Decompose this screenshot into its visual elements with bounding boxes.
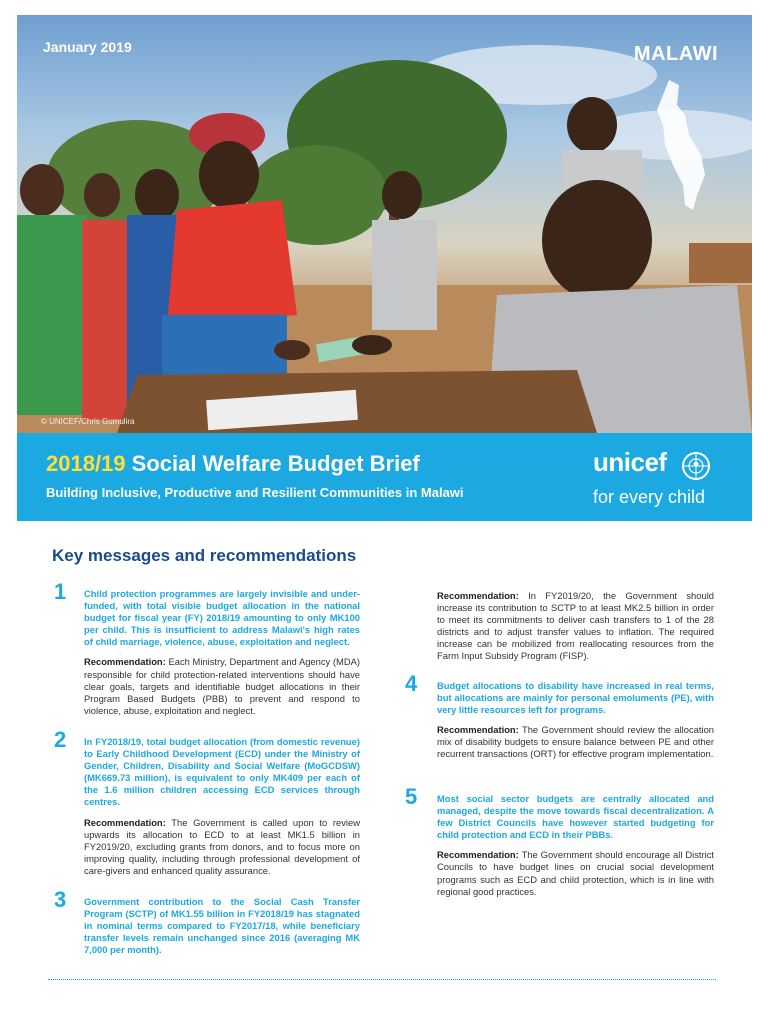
key-message-2 — [54, 727, 360, 877]
document-subtitle: Building Inclusive, Productive and Resilient Communities in Malawi — [46, 485, 464, 500]
recommendation-text: Recommendation: Each Ministry, Department and Agency (MDA) responsible for child protection-related interventions should have clear goals, targets and identifiable budget allocations in their Program Based Budgets (PBB) to prevent and respond to violence, abuse, exploitation and neglect. — [84, 656, 360, 716]
title-year: 2018/19 — [46, 451, 126, 476]
key-message-5 — [405, 784, 714, 898]
hero-illustration — [17, 15, 752, 433]
footer-divider — [48, 979, 716, 980]
message-text: Budget allocations to disability have increased in real terms, but allocations are mainly for personal emoluments (PE), with very little resources left for programs. — [437, 680, 714, 716]
key-message-1 — [54, 579, 360, 717]
message-text: Government contribution to the Social Cash Transfer Program (SCTP) of MK1.55 billion in FY2018/19 has stagnated in nominal terms compared to FY2017/18, while beneficiary transfer levels remain unchanged since 2016 (averaging MK 7,000 per month). — [84, 896, 360, 956]
message-text: Child protection programmes are largely invisible and under-funded, with total visible budget allocation in the national budget for fiscal year (FY) 2018/19 amounting to only MK100 per child. This is insufficient to address Malawi's high rates of child marriage, violence, abuse, exploitation and neglect. — [84, 588, 360, 648]
logo-tagline: for every child — [593, 487, 706, 507]
title-banner — [17, 433, 752, 521]
recommendation-label: Recommendation: — [437, 849, 519, 861]
recommendation-label: Recommendation: — [84, 656, 166, 668]
country-label: MALAWI — [633, 43, 718, 65]
logo-wordmark: unicef — [593, 447, 667, 477]
message-number: 3 — [54, 887, 67, 912]
right-column-item-4 — [405, 671, 714, 761]
right-column — [437, 590, 714, 663]
left-column-item-2 — [54, 727, 360, 877]
right-column-item-5 — [405, 784, 714, 898]
section-heading: Key messages and recommendations — [52, 546, 357, 565]
unicef-emblem-icon — [681, 451, 711, 486]
title-text: Social Welfare Budget Brief — [125, 451, 420, 476]
key-message-3 — [54, 887, 360, 956]
left-column — [54, 579, 360, 717]
key-message-4 — [405, 671, 714, 761]
message-number: 2 — [54, 727, 67, 752]
message-number: 4 — [405, 671, 418, 696]
message-number: 5 — [405, 784, 418, 809]
recommendation-text: Recommendation: The Government should review the allocation mix of disability budgets to ensure balance between PE and other recurrent transactions (ORT) for effective program implementation. — [437, 724, 714, 760]
unicef-logo — [593, 447, 743, 511]
recommendation-text: Recommendation: The Government is called upon to review upwards its allocation to ECD to at least MK1.5 billion in FY2019/20, excluding grants from donors, and to focus more on improving quality, including through professional development of care-givers and enhanced quality assurance. — [84, 816, 360, 876]
document-title — [46, 451, 420, 477]
message-text: Most social sector budgets are centrally allocated and managed, despite the move towards fiscal decentralization. A few District Councils have however started budgeting for child protection and ECD in their PBBs. — [437, 793, 714, 841]
message-number: 1 — [54, 579, 67, 604]
publication-date: January 2019 — [43, 39, 132, 55]
message-text: In FY2018/19, total budget allocation (from domestic revenue) to Early Childhood Development (ECD) under the Ministry of Gender, Children, Disability and Social Welfare (MoGCDSW) (MK669.73 million), is equivalent to only MK409 per each of the 1.6 million children accessing ECD services through centres. — [84, 736, 360, 808]
recommendation-text: Recommendation: The Government should encourage all District Councils to have budget lines on crucial social development programs such as ECD and child protection, which is in line with regional good practices. — [437, 849, 714, 897]
recommendation-label: Recommendation: — [437, 724, 519, 736]
hero-photo — [17, 15, 752, 433]
left-column-item-3 — [54, 887, 360, 964]
recommendation-text: Recommendation: In FY2019/20, the Government should increase its contribution to SCTP to at least MK2.5 billion in order to meet its commitments to deliver cash transfers to 1 of the 28 districts and to adjust transfer values to inflation. The required increase can be mobilized from reallocating resources from the Farm Input Subsidy Program (FISP). — [437, 590, 714, 662]
key-message-3-continued — [437, 590, 714, 663]
recommendation-label: Recommendation: — [84, 816, 166, 828]
recommendation-label: Recommendation: — [437, 590, 519, 601]
photo-credit: © UNICEF/Chris Gumulira — [41, 417, 135, 426]
